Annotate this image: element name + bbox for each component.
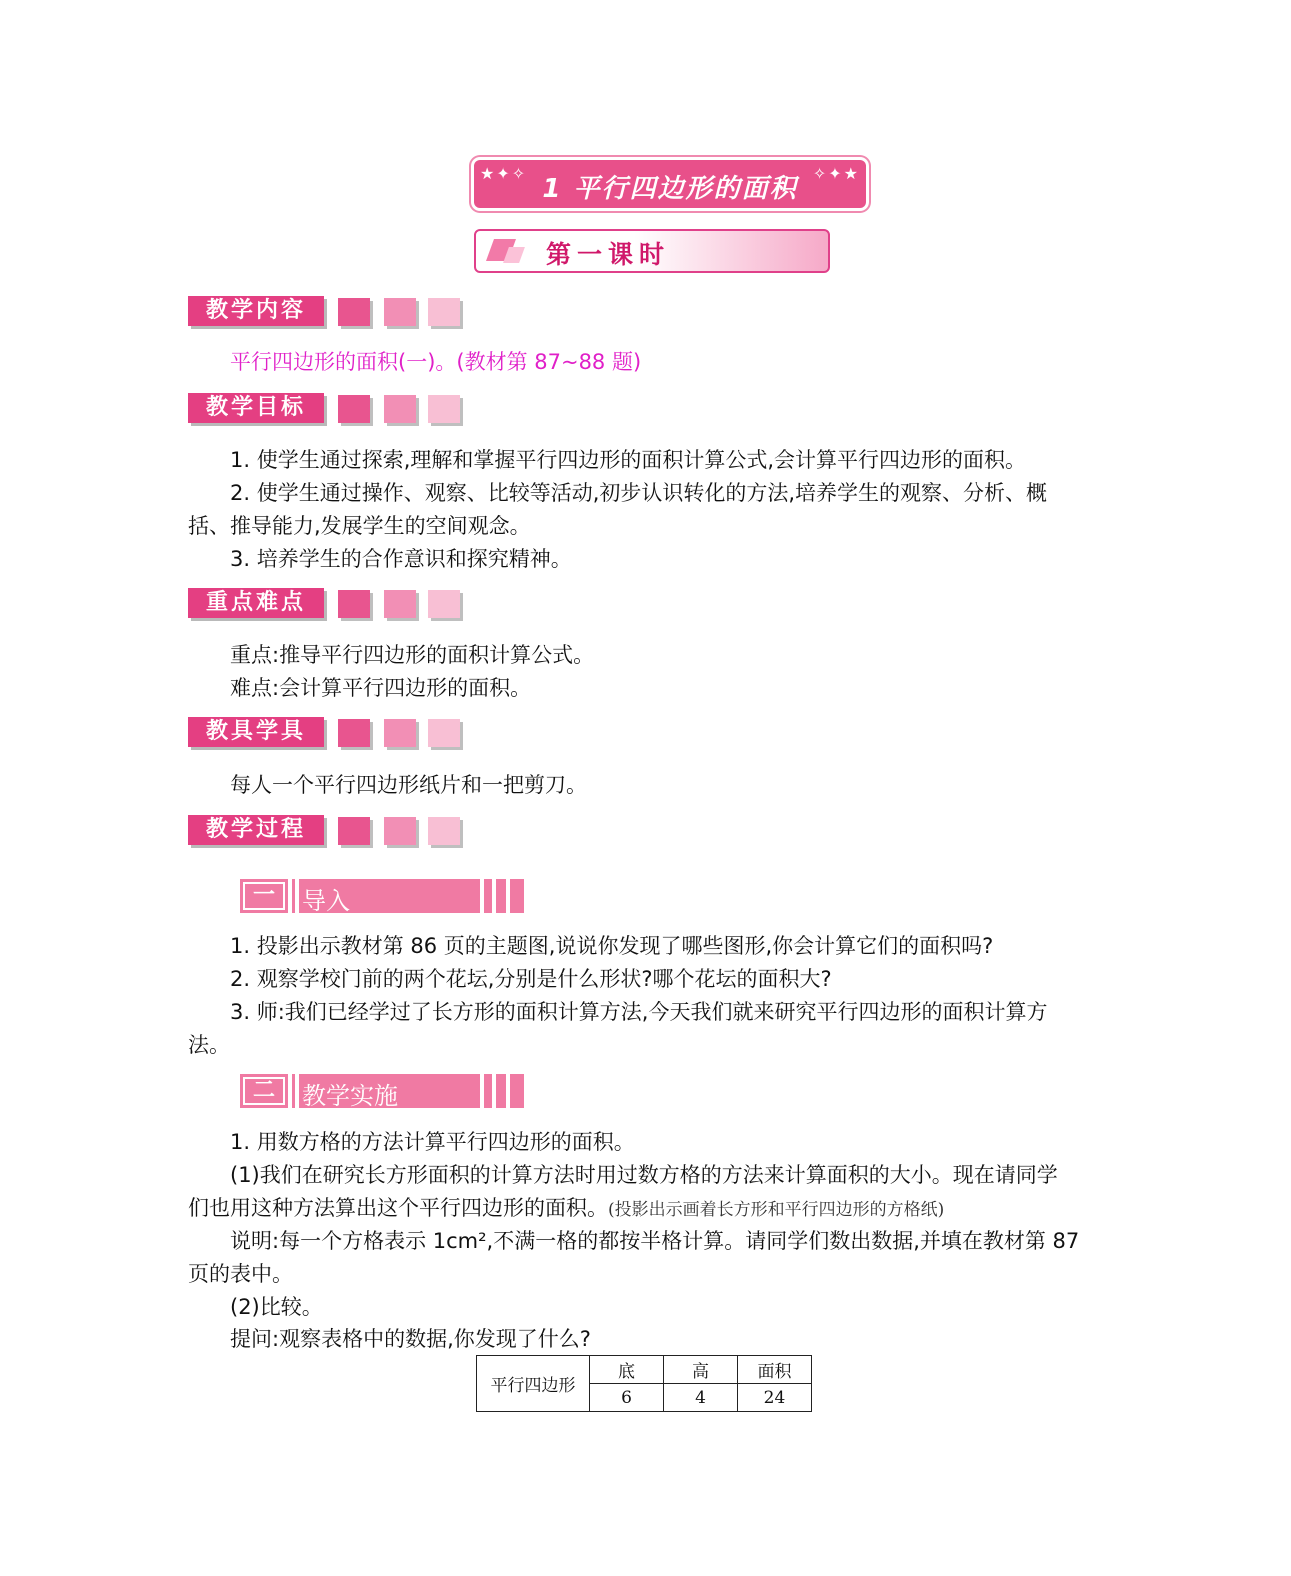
subheader-title: 教学实施 — [302, 1082, 398, 1110]
lesson-banner — [474, 229, 830, 273]
square-decoration-icon — [338, 298, 370, 326]
square-decoration-icon — [384, 590, 416, 618]
section-label: 教学内容 — [188, 296, 324, 326]
square-decoration-icon — [384, 298, 416, 326]
square-decoration-icon — [338, 395, 370, 423]
table-row-label: 平行四边形 — [477, 1356, 590, 1412]
table-cell: 4 — [664, 1384, 738, 1412]
square-decoration-icon — [338, 817, 370, 845]
intro-line: 1. 投影出示教材第 86 页的主题图,说说你发现了哪些图形,你会计算它们的面积吗? — [230, 934, 994, 958]
data-table — [476, 1355, 812, 1412]
subheader-number: 二 — [243, 1077, 285, 1105]
impl-line — [188, 1192, 944, 1226]
square-decoration-icon — [384, 395, 416, 423]
impl-text: 们也用这种方法算出这个平行四边形的面积。 — [188, 1196, 608, 1220]
goal-line: 1. 使学生通过探索,理解和掌握平行四边形的面积计算公式,会计算平行四边形的面积。 — [230, 448, 1027, 472]
star-decoration-icon: ★✦✧ — [480, 164, 528, 183]
square-decoration-icon — [384, 719, 416, 747]
section-label: 重点难点 — [188, 588, 324, 618]
square-decoration-icon — [338, 590, 370, 618]
impl-line: 提问:观察表格中的数据,你发现了什么? — [230, 1327, 591, 1351]
section-label: 教学目标 — [188, 393, 324, 423]
subheader-title: 导入 — [302, 887, 350, 915]
subheader-implementation — [240, 1074, 524, 1108]
square-decoration-icon — [384, 817, 416, 845]
tools-text: 每人一个平行四边形纸片和一把剪刀。 — [230, 773, 587, 797]
intro-line: 2. 观察学校门前的两个花坛,分别是什么形状?哪个花坛的面积大? — [230, 967, 832, 991]
impl-line: 说明:每一个方格表示 1cm²,不满一格的都按半格计算。请同学们数出数据,并填在教材第 87 — [230, 1229, 1080, 1253]
impl-line: (1)我们在研究长方形面积的计算方法时用过数方格的方法来计算面积的大小。现在请同学 — [230, 1163, 1058, 1187]
projection-note: (投影出示画着长方形和平行四边形的方格纸) — [608, 1200, 945, 1220]
star-decoration-icon: ✧✦★ — [812, 164, 860, 183]
impl-line: 1. 用数方格的方法计算平行四边形的面积。 — [230, 1130, 635, 1154]
subheader-number: 一 — [243, 882, 285, 910]
square-decoration-icon — [428, 590, 460, 618]
table-header: 面积 — [738, 1356, 812, 1384]
section-header-goals — [188, 393, 478, 429]
section-header-keypoints — [188, 588, 478, 624]
content-text: 平行四边形的面积(一)。(教材第 87~88 题) — [230, 350, 642, 374]
impl-line: 页的表中。 — [188, 1262, 293, 1286]
square-decoration-icon — [338, 719, 370, 747]
table-cell: 24 — [738, 1384, 812, 1412]
section-label: 教具学具 — [188, 717, 324, 747]
table-row — [477, 1356, 812, 1384]
section-header-tools — [188, 717, 478, 753]
intro-line: 3. 师:我们已经学过了长方形的面积计算方法,今天我们就来研究平行四边形的面积计算方 — [230, 1000, 1048, 1024]
subheader-intro — [240, 879, 524, 913]
table-cell: 6 — [590, 1384, 664, 1412]
intro-line: 法。 — [188, 1033, 230, 1057]
impl-line: (2)比较。 — [230, 1295, 323, 1319]
square-decoration-icon — [428, 298, 460, 326]
section-header-content — [188, 296, 478, 332]
square-decoration-icon — [428, 395, 460, 423]
keypoint-line: 重点:推导平行四边形的面积计算公式。 — [230, 643, 595, 667]
goal-line: 括、推导能力,发展学生的空间观念。 — [188, 514, 531, 538]
table-header: 底 — [590, 1356, 664, 1384]
goal-line: 3. 培养学生的合作意识和探究精神。 — [230, 547, 572, 571]
goal-line: 2. 使学生通过操作、观察、比较等活动,初步认识转化的方法,培养学生的观察、分析、概 — [230, 481, 1048, 505]
keypoint-line: 难点:会计算平行四边形的面积。 — [230, 676, 532, 700]
section-header-process — [188, 815, 478, 851]
title-banner — [474, 160, 866, 208]
lesson-title: 第一课时 — [546, 240, 671, 269]
section-label: 教学过程 — [188, 815, 324, 845]
page-title: 1 平行四边形的面积 — [542, 174, 798, 204]
square-decoration-icon — [428, 719, 460, 747]
table-header: 高 — [664, 1356, 738, 1384]
square-decoration-icon — [428, 817, 460, 845]
